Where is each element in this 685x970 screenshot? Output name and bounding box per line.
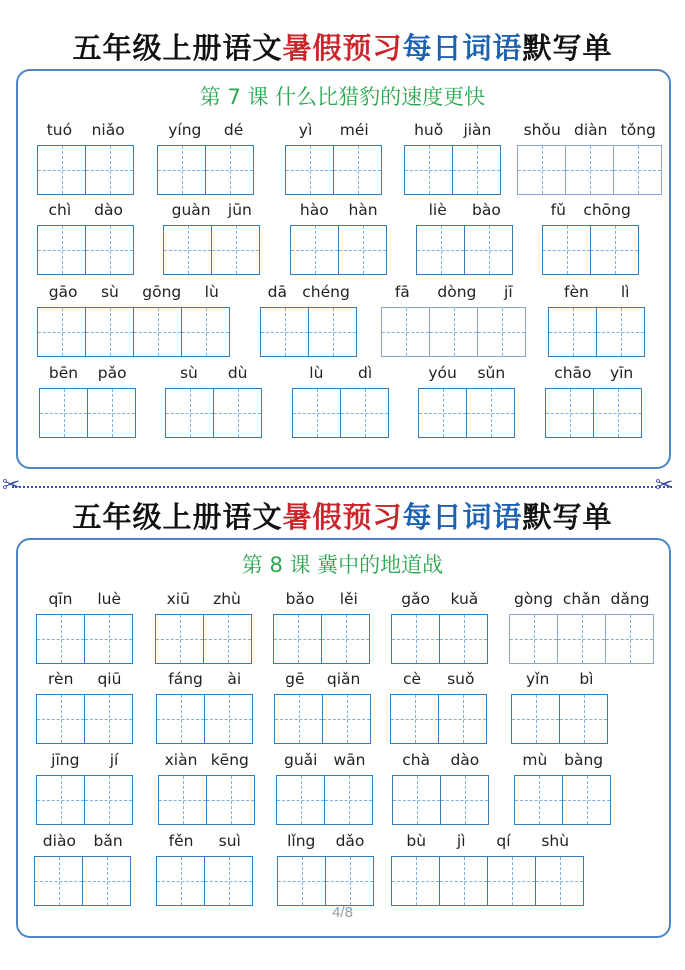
pinyin-line (545, 363, 643, 383)
pinyin-syllable: jì (456, 832, 466, 850)
pinyin-line (156, 831, 254, 851)
writing-cell[interactable] (441, 776, 489, 824)
writing-cell[interactable] (440, 857, 488, 905)
writing-cell[interactable] (467, 389, 515, 437)
pinyin-syllable: chǎn (562, 590, 601, 608)
title-dictation: 默写单 (522, 500, 613, 534)
word-item (155, 589, 253, 664)
writing-grid (37, 145, 134, 195)
word-item (390, 669, 488, 744)
pinyin-syllable: zhù (213, 590, 241, 608)
pinyin-line (542, 200, 640, 220)
writing-grid (156, 694, 253, 744)
writing-cell[interactable] (453, 146, 501, 194)
writing-cell[interactable] (274, 615, 322, 663)
word-item (391, 589, 489, 664)
pinyin-line (517, 120, 663, 140)
pinyin-syllable: qīn (48, 590, 73, 608)
pinyin-syllable: bào (472, 201, 501, 219)
pinyin-line (548, 282, 646, 302)
pinyin-line (157, 120, 255, 140)
writing-cell[interactable] (488, 857, 536, 905)
writing-cell[interactable] (286, 146, 334, 194)
writing-cell[interactable] (334, 146, 382, 194)
pinyin-line (36, 750, 134, 770)
word-item (285, 120, 383, 195)
pinyin-line (260, 282, 358, 302)
writing-grid (390, 694, 487, 744)
pinyin-line (276, 750, 374, 770)
writing-grid (548, 307, 645, 357)
pinyin-syllable: bēn (48, 364, 79, 382)
pinyin-syllable: kuǎ (450, 590, 479, 608)
writing-cell[interactable] (546, 389, 594, 437)
writing-grid (36, 614, 133, 664)
writing-cell[interactable] (214, 389, 262, 437)
pinyin-syllable: lù (204, 283, 219, 301)
sheet-title (0, 28, 685, 68)
writing-grid (34, 856, 131, 906)
writing-cell[interactable] (85, 776, 133, 824)
writing-cell[interactable] (339, 226, 387, 274)
pinyin-line (292, 363, 390, 383)
writing-cell[interactable] (88, 389, 136, 437)
pinyin-syllable: gē (285, 670, 305, 688)
writing-cell[interactable] (478, 308, 526, 356)
word-item (418, 363, 516, 438)
pinyin-syllable: diàn (574, 121, 608, 139)
pinyin-syllable: dā (267, 283, 287, 301)
writing-cell[interactable] (86, 308, 134, 356)
word-item (34, 831, 132, 906)
writing-cell[interactable] (159, 776, 207, 824)
writing-grid (156, 856, 253, 906)
writing-cell[interactable] (606, 615, 654, 663)
pinyin-syllable: liè (428, 201, 447, 219)
pinyin-line (37, 120, 135, 140)
pinyin-syllable: sù (100, 283, 119, 301)
pinyin-syllable: lù (309, 364, 324, 382)
pinyin-syllable: hàn (348, 201, 378, 219)
pinyin-line (273, 589, 371, 609)
pinyin-syllable: yóu (428, 364, 457, 382)
pinyin-syllable: gāo (48, 283, 78, 301)
pinyin-syllable: yíng (168, 121, 202, 139)
pinyin-syllable: lì (620, 283, 630, 301)
pinyin-syllable: hào (299, 201, 329, 219)
pinyin-syllable: rèn (48, 670, 74, 688)
writing-cell[interactable] (158, 146, 206, 194)
pinyin-syllable: yīn (609, 364, 634, 382)
pinyin-syllable: xiàn (164, 751, 198, 769)
pinyin-line (165, 363, 263, 383)
writing-cell[interactable] (322, 615, 370, 663)
word-item (404, 120, 502, 195)
pinyin-line (404, 120, 502, 140)
writing-cell[interactable] (278, 857, 326, 905)
writing-cell[interactable] (291, 226, 339, 274)
writing-grid (260, 307, 357, 357)
word-item (273, 589, 371, 664)
word-item (157, 120, 255, 195)
writing-cell[interactable] (85, 615, 133, 663)
word-item (37, 282, 231, 357)
writing-grid (392, 775, 489, 825)
pinyin-syllable: fěn (168, 832, 194, 850)
word-item (545, 363, 643, 438)
pinyin-syllable: dào (94, 201, 123, 219)
pinyin-syllable: fǔ (550, 201, 566, 219)
writing-grid (517, 145, 662, 195)
pinyin-syllable: jūn (227, 201, 252, 219)
pinyin-syllable: qiǎn (326, 670, 361, 688)
pinyin-syllable: diào (42, 832, 76, 850)
pinyin-syllable: bǎo (285, 590, 315, 608)
pinyin-syllable: chōng (583, 201, 631, 219)
pinyin-syllable: jīng (51, 751, 80, 769)
page-number: 4/8 (332, 904, 353, 921)
writing-cell[interactable] (393, 776, 441, 824)
lesson-title: 第 8 课 冀中的地道战 (241, 553, 444, 577)
pinyin-syllable: qí (496, 832, 511, 850)
pinyin-line (391, 831, 585, 851)
pinyin-syllable: tǒng (620, 121, 656, 139)
scissors-icon: ✂ (2, 473, 21, 498)
pinyin-syllable: chà (402, 751, 431, 769)
word-item (416, 200, 514, 275)
writing-cell[interactable] (439, 695, 487, 743)
writing-cell[interactable] (212, 226, 260, 274)
writing-cell[interactable] (85, 695, 133, 743)
writing-grid (157, 145, 254, 195)
word-item (39, 363, 137, 438)
writing-grid (542, 225, 639, 275)
pinyin-syllable: guàn (171, 201, 211, 219)
pinyin-syllable: dǎo (335, 832, 365, 850)
writing-grid (292, 388, 389, 438)
writing-grid (155, 614, 252, 664)
word-item (158, 750, 256, 825)
writing-grid (391, 856, 584, 906)
writing-grid (514, 775, 611, 825)
writing-cell[interactable] (38, 226, 86, 274)
writing-cell[interactable] (182, 308, 230, 356)
pinyin-line (36, 669, 134, 689)
pinyin-syllable: gòng (513, 590, 553, 608)
title-daily-words: 每日词语 (402, 500, 523, 534)
pinyin-syllable: luè (97, 590, 122, 608)
word-item (163, 200, 261, 275)
writing-cell[interactable] (37, 615, 85, 663)
word-item (514, 750, 612, 825)
pinyin-syllable: wān (333, 751, 366, 769)
writing-cell[interactable] (38, 308, 86, 356)
pinyin-syllable: lǐng (287, 832, 316, 850)
writing-grid (36, 694, 133, 744)
word-item (517, 120, 663, 195)
writing-cell[interactable] (417, 226, 465, 274)
writing-cell[interactable] (275, 695, 323, 743)
pinyin-line (509, 589, 655, 609)
writing-cell[interactable] (293, 389, 341, 437)
pinyin-line (514, 750, 612, 770)
writing-cell[interactable] (558, 615, 606, 663)
pinyin-syllable: bǎn (93, 832, 123, 850)
writing-cell[interactable] (597, 308, 645, 356)
word-item (509, 589, 655, 664)
sheet-title (0, 497, 685, 537)
writing-cell[interactable] (518, 146, 566, 194)
writing-grid (39, 388, 136, 438)
word-item (277, 831, 375, 906)
lesson-title: 第 7 课 什么比猎豹的速度更快 (199, 85, 486, 109)
writing-cell[interactable] (166, 389, 214, 437)
writing-cell[interactable] (277, 776, 325, 824)
writing-grid (545, 388, 642, 438)
writing-grid (165, 388, 262, 438)
writing-cell[interactable] (207, 776, 255, 824)
pinyin-syllable: dǎng (610, 590, 650, 608)
writing-grid (416, 225, 513, 275)
pinyin-syllable: bì (579, 670, 594, 688)
pinyin-line (34, 831, 132, 851)
writing-cell[interactable] (205, 857, 253, 905)
pinyin-syllable: pǎo (97, 364, 127, 382)
writing-cell[interactable] (560, 695, 608, 743)
writing-cell[interactable] (35, 857, 83, 905)
writing-cell[interactable] (440, 615, 488, 663)
writing-cell[interactable] (37, 776, 85, 824)
pinyin-syllable: chéng (302, 283, 350, 301)
writing-cell[interactable] (205, 695, 253, 743)
pinyin-line (511, 669, 609, 689)
writing-cell[interactable] (325, 776, 373, 824)
writing-grid (509, 614, 654, 664)
writing-cell[interactable] (591, 226, 639, 274)
pinyin-syllable: yì (298, 121, 313, 139)
pinyin-syllable: dù (227, 364, 248, 382)
writing-grid (273, 614, 370, 664)
writing-grid (391, 614, 488, 664)
writing-cell[interactable] (37, 695, 85, 743)
writing-grid (37, 225, 134, 275)
pinyin-syllable: fā (394, 283, 410, 301)
writing-cell[interactable] (156, 615, 204, 663)
pinyin-syllable: dì (358, 364, 373, 382)
pinyin-line (416, 200, 514, 220)
pinyin-syllable: lěi (339, 590, 358, 608)
word-item (165, 363, 263, 438)
writing-cell[interactable] (512, 695, 560, 743)
writing-cell[interactable] (536, 857, 584, 905)
writing-cell[interactable] (134, 308, 182, 356)
title-grade: 五年级上册语文 (72, 31, 283, 65)
writing-grid (418, 388, 515, 438)
pinyin-syllable: dào (450, 751, 480, 769)
cut-line (12, 486, 672, 488)
writing-cell[interactable] (419, 389, 467, 437)
pinyin-line (390, 669, 488, 689)
pinyin-syllable: chāo (554, 364, 592, 382)
writing-cell[interactable] (382, 308, 430, 356)
writing-cell[interactable] (465, 226, 513, 274)
writing-cell[interactable] (430, 308, 478, 356)
writing-cell[interactable] (543, 226, 591, 274)
writing-cell[interactable] (326, 857, 374, 905)
pinyin-line (39, 363, 137, 383)
writing-cell[interactable] (206, 146, 254, 194)
writing-cell[interactable] (164, 226, 212, 274)
pinyin-syllable: fèn (564, 283, 589, 301)
pinyin-line (277, 831, 375, 851)
pinyin-syllable: méi (339, 121, 369, 139)
pinyin-line (274, 669, 372, 689)
writing-cell[interactable] (594, 389, 642, 437)
writing-grid (404, 145, 501, 195)
writing-cell[interactable] (86, 146, 134, 194)
pinyin-line (290, 200, 388, 220)
writing-cell[interactable] (566, 146, 614, 194)
pinyin-line (391, 589, 489, 609)
pinyin-syllable: tuó (46, 121, 73, 139)
writing-cell[interactable] (323, 695, 371, 743)
writing-cell[interactable] (157, 857, 205, 905)
writing-grid (285, 145, 382, 195)
pinyin-syllable: cè (403, 670, 422, 688)
title-daily-words: 每日词语 (402, 31, 523, 65)
word-item (392, 750, 490, 825)
writing-cell[interactable] (614, 146, 662, 194)
writing-cell[interactable] (341, 389, 389, 437)
writing-grid (36, 775, 133, 825)
writing-grid (511, 694, 608, 744)
writing-grid (274, 694, 371, 744)
word-item (36, 589, 134, 664)
writing-cell[interactable] (392, 857, 440, 905)
pinyin-syllable: bàng (564, 751, 604, 769)
scissors-icon: ✂ (655, 473, 674, 498)
word-item (292, 363, 390, 438)
pinyin-syllable: jiàn (463, 121, 492, 139)
pinyin-syllable: gōng (142, 283, 182, 301)
writing-cell[interactable] (309, 308, 357, 356)
writing-cell[interactable] (563, 776, 611, 824)
writing-cell[interactable] (157, 695, 205, 743)
writing-cell[interactable] (391, 695, 439, 743)
writing-cell[interactable] (405, 146, 453, 194)
word-item (156, 831, 254, 906)
pinyin-line (158, 750, 256, 770)
title-summer-preview: 暑假预习 (282, 500, 403, 534)
writing-grid (163, 225, 260, 275)
pinyin-syllable: sù (179, 364, 198, 382)
writing-grid (37, 307, 230, 357)
word-item (274, 669, 372, 744)
word-item (391, 831, 585, 906)
pinyin-line (37, 282, 231, 302)
writing-cell[interactable] (86, 226, 134, 274)
word-item (276, 750, 374, 825)
writing-cell[interactable] (40, 389, 88, 437)
pinyin-line (36, 589, 134, 609)
pinyin-syllable: bù (406, 832, 427, 850)
word-item (511, 669, 609, 744)
pinyin-line (418, 363, 516, 383)
word-item (381, 282, 527, 357)
pinyin-syllable: huǒ (414, 121, 444, 139)
pinyin-syllable: suǒ (447, 670, 475, 688)
word-item (548, 282, 646, 357)
writing-grid (381, 307, 526, 357)
word-item (260, 282, 358, 357)
writing-grid (276, 775, 373, 825)
pinyin-syllable: jí (109, 751, 119, 769)
pinyin-syllable: chì (48, 201, 72, 219)
writing-cell[interactable] (204, 615, 252, 663)
pinyin-line (285, 120, 383, 140)
writing-cell[interactable] (549, 308, 597, 356)
pinyin-syllable: dé (223, 121, 244, 139)
writing-cell[interactable] (261, 308, 309, 356)
writing-cell[interactable] (392, 615, 440, 663)
pinyin-syllable: fáng (168, 670, 203, 688)
pinyin-syllable: mù (522, 751, 548, 769)
pinyin-syllable: shǒu (523, 121, 561, 139)
title-dictation: 默写单 (522, 31, 613, 65)
word-item (36, 669, 134, 744)
word-item (542, 200, 640, 275)
writing-grid (290, 225, 387, 275)
pinyin-syllable: yǐn (526, 670, 550, 688)
pinyin-line (37, 200, 135, 220)
pinyin-line (392, 750, 490, 770)
writing-cell[interactable] (38, 146, 86, 194)
pinyin-line (163, 200, 261, 220)
word-item (290, 200, 388, 275)
pinyin-syllable: jī (504, 283, 513, 301)
word-item (37, 120, 135, 195)
title-summer-preview: 暑假预习 (282, 31, 403, 65)
pinyin-line (381, 282, 527, 302)
pinyin-line (156, 669, 254, 689)
title-grade: 五年级上册语文 (72, 500, 283, 534)
pinyin-syllable: shù (541, 832, 570, 850)
word-item (156, 669, 254, 744)
word-item (36, 750, 134, 825)
pinyin-syllable: kēng (210, 751, 249, 769)
writing-cell[interactable] (515, 776, 563, 824)
pinyin-syllable: gǎo (401, 590, 431, 608)
pinyin-syllable: niǎo (91, 121, 125, 139)
pinyin-syllable: suì (218, 832, 241, 850)
pinyin-line (155, 589, 253, 609)
pinyin-syllable: qiū (97, 670, 122, 688)
writing-cell[interactable] (510, 615, 558, 663)
writing-grid (277, 856, 374, 906)
writing-cell[interactable] (83, 857, 131, 905)
pinyin-syllable: xiū (166, 590, 190, 608)
pinyin-syllable: sǔn (477, 364, 506, 382)
pinyin-syllable: dòng (437, 283, 477, 301)
pinyin-syllable: guǎi (284, 751, 318, 769)
word-item (37, 200, 135, 275)
pinyin-syllable: ài (227, 670, 242, 688)
writing-grid (158, 775, 255, 825)
